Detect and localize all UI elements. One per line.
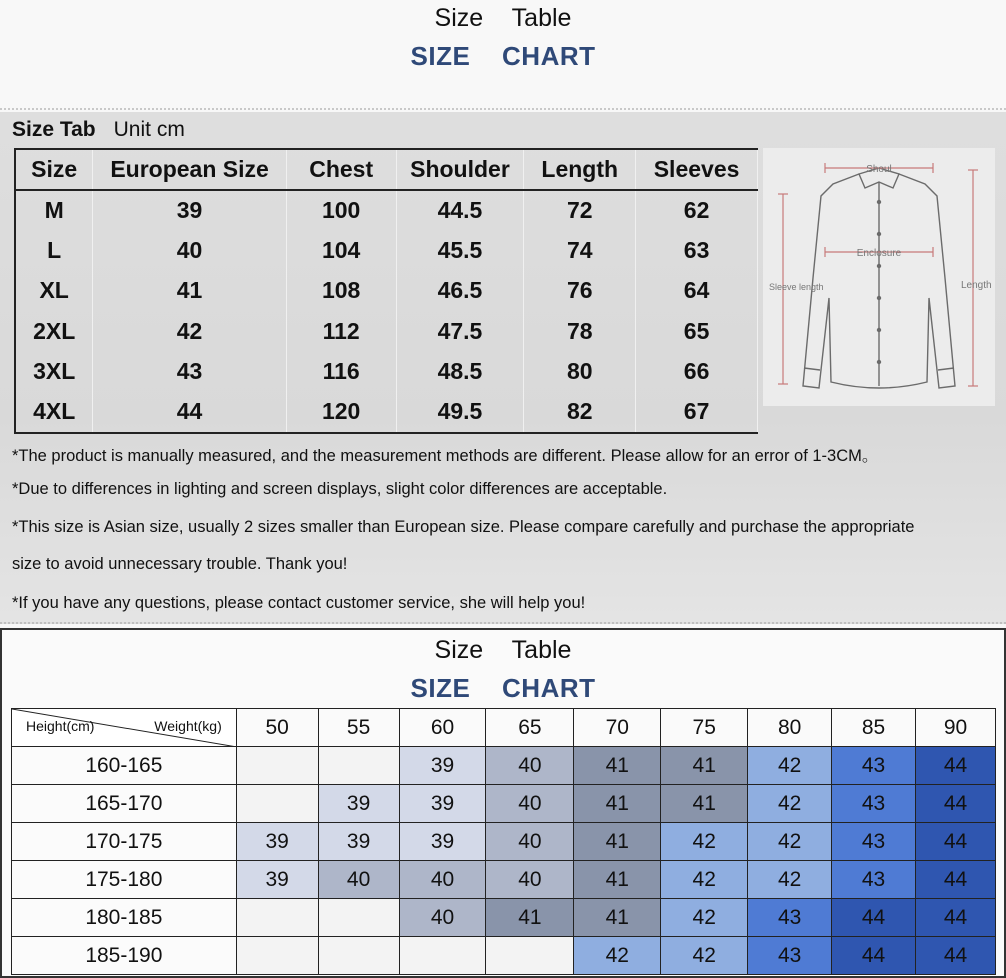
size-cell: 42 bbox=[574, 937, 661, 975]
diagram-label-length: Length bbox=[961, 280, 992, 291]
size-cell: 42 bbox=[748, 861, 832, 899]
chart-title-top: Size Table bbox=[434, 4, 572, 32]
weight-header-cell: 90 bbox=[915, 709, 995, 747]
corner-height-label: Height(cm) bbox=[26, 718, 95, 734]
size-cell: 44 bbox=[832, 899, 916, 937]
size-cell: 44 bbox=[915, 785, 995, 823]
table-row bbox=[15, 352, 758, 393]
size-cell: 44 bbox=[915, 861, 995, 899]
size-cell: 41 bbox=[661, 747, 748, 785]
header-size: Size bbox=[15, 149, 93, 190]
cell-chest: 112 bbox=[286, 311, 396, 352]
size-cell: 39 bbox=[318, 823, 399, 861]
height-range-cell: 165-170 bbox=[12, 785, 237, 823]
size-cell: 43 bbox=[832, 785, 916, 823]
size-cell: 43 bbox=[832, 747, 916, 785]
cell-size: L bbox=[15, 230, 93, 271]
shirt-outline-icon bbox=[763, 148, 995, 406]
size-cell: 44 bbox=[915, 937, 995, 975]
weight-chart-panel bbox=[0, 628, 1006, 978]
size-cell bbox=[236, 937, 318, 975]
note-color: *Due to differences in lighting and screen displays, slight color differences are acceptable. bbox=[12, 480, 668, 498]
size-cell: 40 bbox=[486, 785, 574, 823]
height-weight-table bbox=[11, 708, 996, 975]
header-length: Length bbox=[524, 149, 636, 190]
table-row bbox=[15, 190, 758, 231]
cell-length: 74 bbox=[524, 230, 636, 271]
corner-weight-label: Weight(kg) bbox=[154, 718, 222, 734]
size-cell: 43 bbox=[832, 823, 916, 861]
cell-shoulder: 44.5 bbox=[396, 190, 524, 231]
cell-chest: 108 bbox=[286, 271, 396, 312]
size-cell: 40 bbox=[486, 861, 574, 899]
cell-shoulder: 46.5 bbox=[396, 271, 524, 312]
size-cell: 40 bbox=[399, 861, 486, 899]
cell-european-size: 43 bbox=[93, 352, 286, 393]
cell-size: 4XL bbox=[15, 392, 93, 433]
size-cell: 43 bbox=[832, 861, 916, 899]
size-cell: 42 bbox=[661, 937, 748, 975]
size-cell: 42 bbox=[748, 747, 832, 785]
height-range-cell: 175-180 bbox=[12, 861, 237, 899]
size-chart-header bbox=[0, 0, 1006, 110]
header-chest: Chest bbox=[286, 149, 396, 190]
cell-european-size: 41 bbox=[93, 271, 286, 312]
size-cell: 40 bbox=[486, 823, 574, 861]
size-table-panel bbox=[0, 112, 1006, 624]
caption-unit: Unit cm bbox=[113, 118, 185, 141]
size-cell bbox=[318, 899, 399, 937]
table-row bbox=[12, 747, 996, 785]
size-cell: 40 bbox=[399, 899, 486, 937]
table-row bbox=[12, 899, 996, 937]
table-row bbox=[12, 861, 996, 899]
size-cell bbox=[399, 937, 486, 975]
cell-size: XL bbox=[15, 271, 93, 312]
diagram-label-shoulder: Shoul bbox=[866, 164, 892, 175]
size-cell: 42 bbox=[661, 899, 748, 937]
size-cell: 41 bbox=[574, 823, 661, 861]
size-cell: 44 bbox=[832, 937, 916, 975]
cell-shoulder: 49.5 bbox=[396, 392, 524, 433]
size-cell bbox=[318, 937, 399, 975]
size-cell: 42 bbox=[661, 861, 748, 899]
weight-header-cell: 85 bbox=[832, 709, 916, 747]
size-table bbox=[14, 148, 758, 434]
weight-header-cell: 55 bbox=[318, 709, 399, 747]
weight-header-cell: 70 bbox=[574, 709, 661, 747]
size-cell: 42 bbox=[661, 823, 748, 861]
note-asian-size-cont: size to avoid unnecessary trouble. Thank you! bbox=[12, 555, 348, 573]
weight-header-row bbox=[12, 709, 996, 747]
height-range-cell: 185-190 bbox=[12, 937, 237, 975]
cell-sleeves: 63 bbox=[636, 230, 758, 271]
cell-length: 72 bbox=[524, 190, 636, 231]
size-cell bbox=[318, 747, 399, 785]
diagram-label-enclosure: Enclosure bbox=[856, 248, 902, 259]
size-cell: 39 bbox=[318, 785, 399, 823]
chart2-title-top: Size Table bbox=[434, 636, 572, 664]
size-cell: 40 bbox=[318, 861, 399, 899]
size-cell: 39 bbox=[399, 823, 486, 861]
size-cell: 40 bbox=[486, 747, 574, 785]
height-range-cell: 180-185 bbox=[12, 899, 237, 937]
size-cell: 39 bbox=[399, 785, 486, 823]
size-cell: 39 bbox=[236, 861, 318, 899]
table-row bbox=[12, 823, 996, 861]
weight-header-cell: 50 bbox=[236, 709, 318, 747]
table-row bbox=[15, 392, 758, 433]
header-shoulder: Shoulder bbox=[396, 149, 524, 190]
table-row bbox=[15, 230, 758, 271]
cell-chest: 120 bbox=[286, 392, 396, 433]
size-cell bbox=[236, 747, 318, 785]
cell-shoulder: 48.5 bbox=[396, 352, 524, 393]
diagram-label-sleeve: Sleeve length bbox=[769, 282, 824, 292]
table-caption bbox=[12, 118, 185, 142]
cell-european-size: 44 bbox=[93, 392, 286, 433]
size-cell: 42 bbox=[748, 823, 832, 861]
weight-header-cell: 75 bbox=[661, 709, 748, 747]
size-cell: 44 bbox=[915, 899, 995, 937]
cell-chest: 116 bbox=[286, 352, 396, 393]
cell-sleeves: 64 bbox=[636, 271, 758, 312]
size-cell: 41 bbox=[574, 785, 661, 823]
size-cell: 41 bbox=[486, 899, 574, 937]
corner-cell bbox=[12, 709, 237, 747]
cell-length: 78 bbox=[524, 311, 636, 352]
note-measurement: *The product is manually measured, and the measurement methods are different. Please allow for an error of 1-3CM。 bbox=[12, 447, 879, 465]
cell-sleeves: 65 bbox=[636, 311, 758, 352]
cell-sleeves: 66 bbox=[636, 352, 758, 393]
size-cell: 43 bbox=[748, 937, 832, 975]
note-customer-service: *If you have any questions, please contact customer service, she will help you! bbox=[12, 594, 586, 612]
header-european-size: European Size bbox=[93, 149, 286, 190]
header-sleeves: Sleeves bbox=[636, 149, 758, 190]
size-cell: 41 bbox=[574, 747, 661, 785]
cell-european-size: 42 bbox=[93, 311, 286, 352]
size-cell bbox=[236, 899, 318, 937]
size-cell: 44 bbox=[915, 747, 995, 785]
shirt-diagram bbox=[763, 148, 995, 406]
cell-european-size: 40 bbox=[93, 230, 286, 271]
caption-title: Size Tab bbox=[12, 118, 96, 141]
table-row bbox=[15, 311, 758, 352]
weight-header-cell: 60 bbox=[399, 709, 486, 747]
table-row bbox=[12, 785, 996, 823]
size-cell: 41 bbox=[574, 899, 661, 937]
cell-size: 3XL bbox=[15, 352, 93, 393]
chart-title-bottom: SIZE CHART bbox=[410, 41, 596, 71]
size-table-header-row bbox=[15, 149, 758, 190]
note-asian-size: *This size is Asian size, usually 2 sizes smaller than European size. Please compare carefully and purchase the appropriate bbox=[12, 518, 915, 536]
size-cell: 42 bbox=[748, 785, 832, 823]
table-row bbox=[15, 271, 758, 312]
size-cell: 41 bbox=[661, 785, 748, 823]
size-cell: 39 bbox=[236, 823, 318, 861]
weight-header-cell: 80 bbox=[748, 709, 832, 747]
size-cell bbox=[236, 785, 318, 823]
cell-chest: 104 bbox=[286, 230, 396, 271]
chart2-title-bottom: SIZE CHART bbox=[410, 673, 596, 703]
cell-size: 2XL bbox=[15, 311, 93, 352]
cell-length: 82 bbox=[524, 392, 636, 433]
cell-chest: 100 bbox=[286, 190, 396, 231]
size-cell: 39 bbox=[399, 747, 486, 785]
height-range-cell: 160-165 bbox=[12, 747, 237, 785]
height-range-cell: 170-175 bbox=[12, 823, 237, 861]
size-cell bbox=[486, 937, 574, 975]
size-cell: 44 bbox=[915, 823, 995, 861]
cell-length: 76 bbox=[524, 271, 636, 312]
cell-size: M bbox=[15, 190, 93, 231]
cell-length: 80 bbox=[524, 352, 636, 393]
size-cell: 43 bbox=[748, 899, 832, 937]
cell-shoulder: 45.5 bbox=[396, 230, 524, 271]
size-cell: 41 bbox=[574, 861, 661, 899]
cell-european-size: 39 bbox=[93, 190, 286, 231]
table-row bbox=[12, 937, 996, 975]
cell-shoulder: 47.5 bbox=[396, 311, 524, 352]
weight-header-cell: 65 bbox=[486, 709, 574, 747]
cell-sleeves: 62 bbox=[636, 190, 758, 231]
cell-sleeves: 67 bbox=[636, 392, 758, 433]
